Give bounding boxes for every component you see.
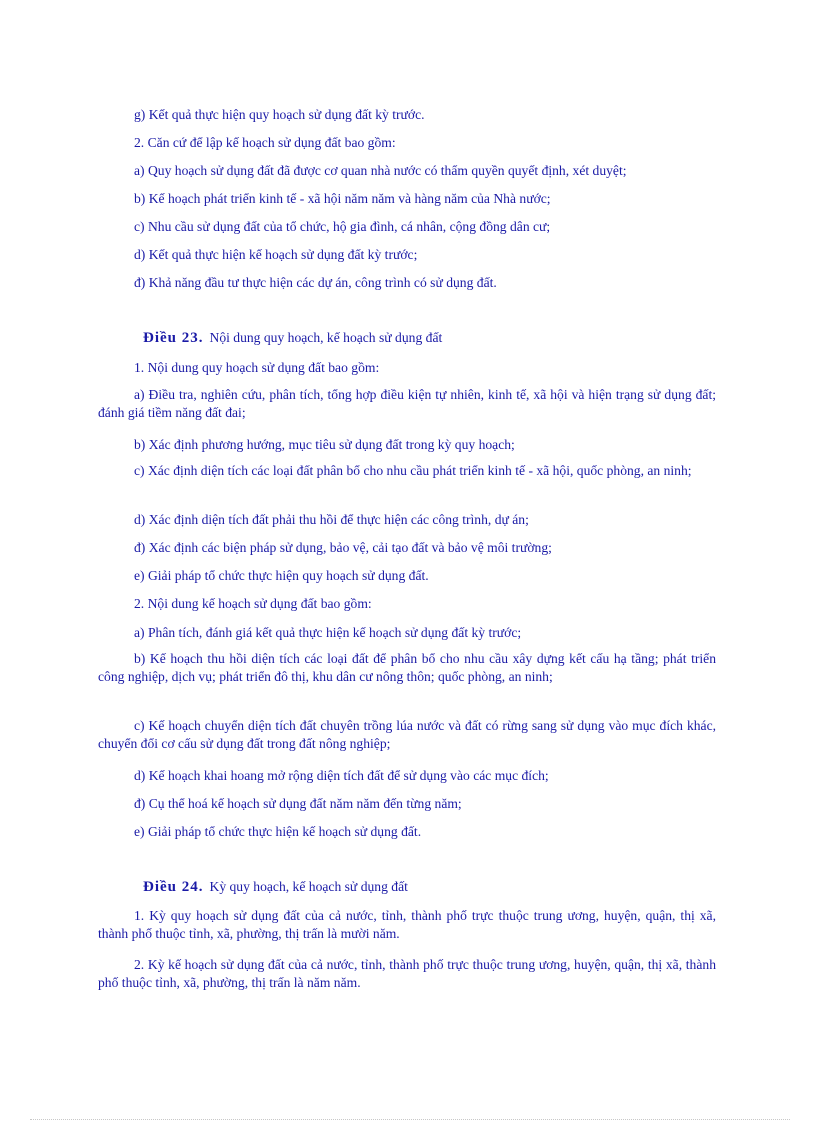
a23-c1-item-c: c) Xác định diện tích các loại đất phân bổ cho nhu cầu phát triển kinh tế - xã hội, quốc phòng, an ninh; (134, 463, 692, 478)
a23-c2-item-b: b) Kế hoạch thu hồi diện tích các loại đất để phân bổ cho nhu cầu xây dựng kết cấu hạ tầng; phát triển công nghiệp, dịch vụ; phát triển đô thị, khu dân cư nông thôn; quốc phòng, an ninh; (98, 651, 716, 684)
article-24-number: Điều 24. (143, 879, 204, 895)
paragraph-item-g: g) Kết quả thực hiện quy hoạch sử dụng đất kỳ trước. (134, 107, 425, 122)
article-24-title: Kỳ quy hoạch, kế hoạch sử dụng đất (209, 879, 408, 894)
a23-clause-2: 2. Nội dung kế hoạch sử dụng đất bao gồm: (134, 596, 372, 611)
a23-c2-item-d: d) Kế hoạch khai hoang mở rộng diện tích đất để sử dụng vào các mục đích; (134, 768, 549, 783)
paragraph-item-dd: đ) Khả năng đầu tư thực hiện các dự án, công trình có sử dụng đất. (134, 275, 497, 290)
paragraph-item-a: a) Quy hoạch sử dụng đất đã được cơ quan nhà nước có thẩm quyền quyết định, xét duyệt; (134, 163, 627, 178)
a24-clause-1: 1. Kỳ quy hoạch sử dụng đất của cả nước, tỉnh, thành phố trực thuộc trung ương, huyện, quận, thị xã, thành phố thuộc tỉnh, xã, phường, thị trấn là mười năm. (98, 908, 716, 941)
a23-c2-item-e: e) Giải pháp tổ chức thực hiện kế hoạch sử dụng đất. (134, 824, 422, 839)
a23-c2-item-a: a) Phân tích, đánh giá kết quả thực hiện kế hoạch sử dụng đất kỳ trước; (134, 625, 522, 640)
paragraph-clause-2: 2. Căn cứ để lập kế hoạch sử dụng đất bao gồm: (134, 135, 396, 150)
a23-c2-item-dd: đ) Cụ thể hoá kế hoạch sử dụng đất năm năm đến từng năm; (134, 796, 462, 811)
article-23-heading (143, 329, 442, 347)
article-23-title: Nội dung quy hoạch, kế hoạch sử dụng đất (209, 330, 443, 345)
a24-clause-2: 2. Kỳ kế hoạch sử dụng đất của cả nước, tỉnh, thành phố trực thuộc trung ương, huyện, quận, thị xã, thành phố thuộc tỉnh, xã, phường, thị trấn là năm năm. (98, 957, 716, 990)
a23-c1-item-a: a) Điều tra, nghiên cứu, phân tích, tổng hợp điều kiện tự nhiên, kinh tế, xã hội và hiện trạng sử dụng đất; đánh giá tiềm năng đất đai; (98, 387, 716, 420)
page-bottom-rule (30, 1119, 790, 1120)
a23-c2-item-c: c) Kế hoạch chuyển diện tích đất chuyên trồng lúa nước và đất có rừng sang sử dụng vào mục đích khác, chuyển đổi cơ cấu sử dụng đất trong đất nông nghiệp; (98, 718, 716, 751)
a23-c1-item-b: b) Xác định phương hướng, mục tiêu sử dụng đất trong kỳ quy hoạch; (134, 437, 515, 452)
article-24-heading (143, 878, 408, 896)
a23-clause-1: 1. Nội dung quy hoạch sử dụng đất bao gồm: (134, 360, 380, 375)
paragraph-item-d: d) Kết quả thực hiện kế hoạch sử dụng đất kỳ trước; (134, 247, 418, 262)
a23-c1-item-e: e) Giải pháp tổ chức thực hiện quy hoạch sử dụng đất. (134, 568, 429, 583)
paragraph-item-b: b) Kế hoạch phát triển kinh tế - xã hội năm năm và hàng năm của Nhà nước; (134, 191, 551, 206)
paragraph-item-c: c) Nhu cầu sử dụng đất của tổ chức, hộ gia đình, cá nhân, cộng đồng dân cư; (134, 219, 551, 234)
a23-c1-item-d: d) Xác định diện tích đất phải thu hồi để thực hiện các công trình, dự án; (134, 512, 529, 527)
a23-c1-item-dd: đ) Xác định các biện pháp sử dụng, bảo vệ, cải tạo đất và bảo vệ môi trường; (134, 540, 552, 555)
article-23-number: Điều 23. (143, 330, 204, 346)
